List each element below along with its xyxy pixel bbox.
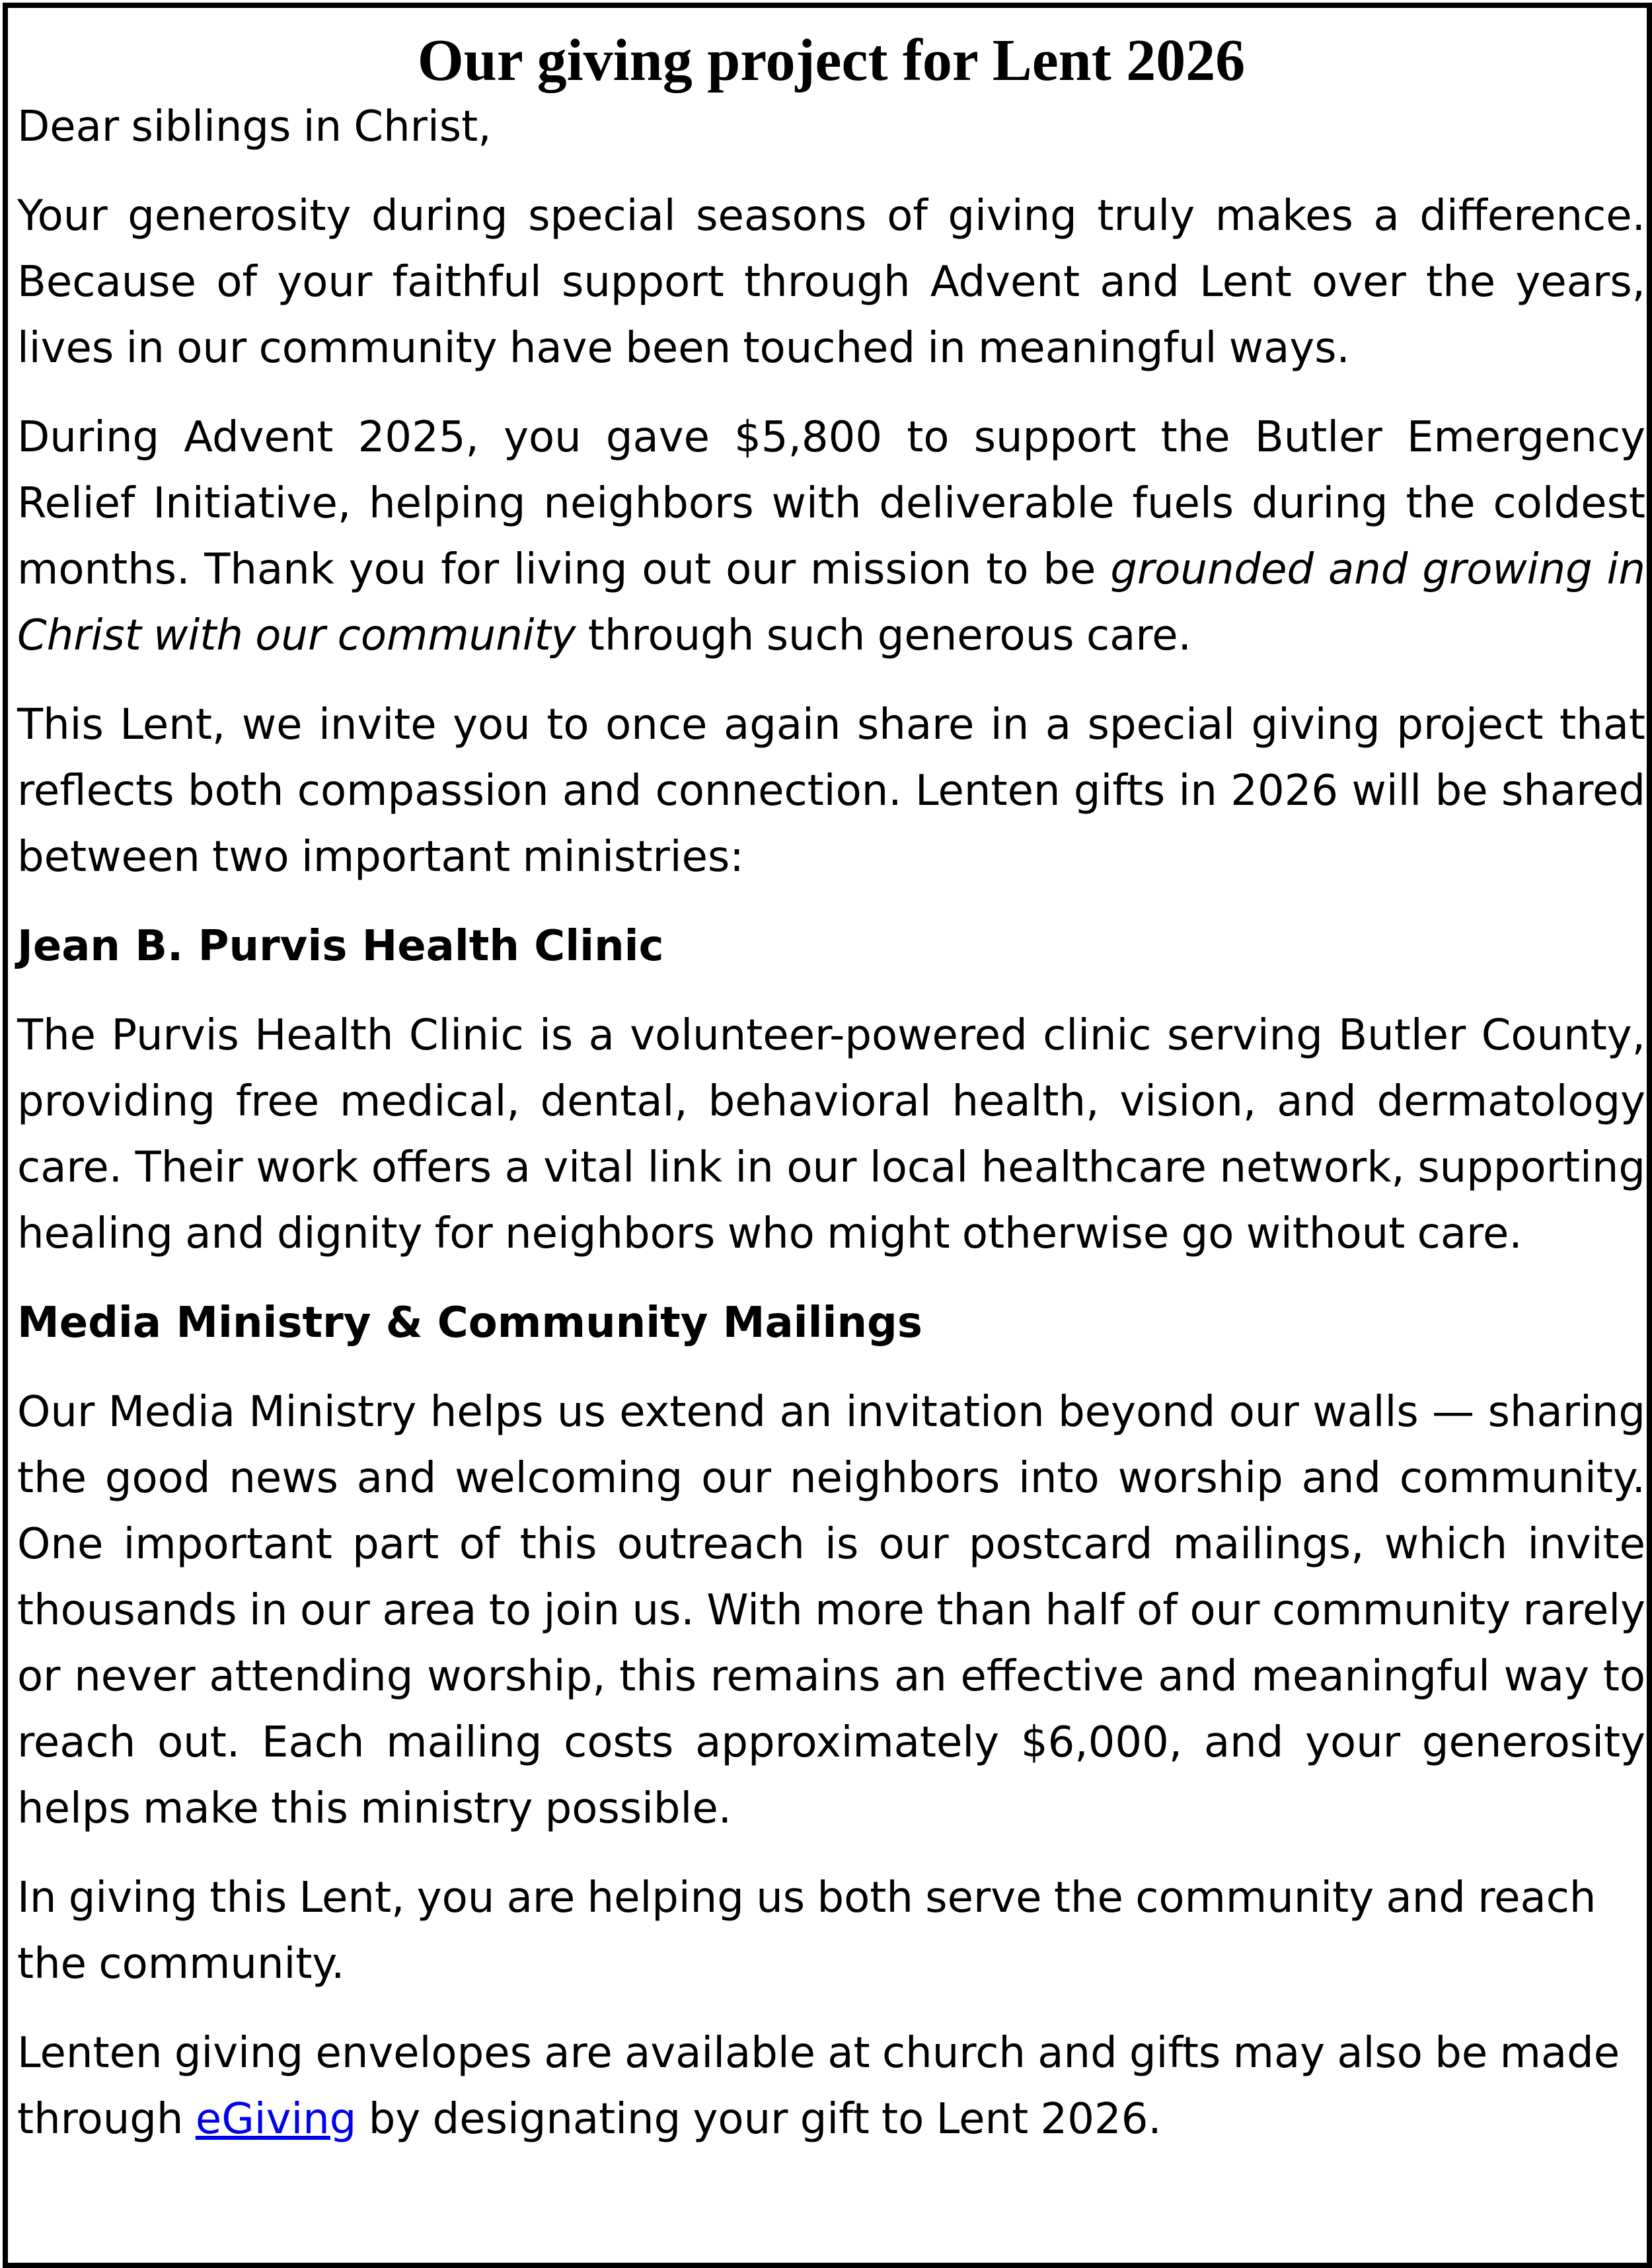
paragraph-media: Our Media Ministry helps us extend an invitation beyond our walls — sharing the good news and welcoming our neighbors into worship and community. One important part of this outreach is our postcard mailings, which invite thousands in our area to join us. With more than half of our community rarely or never attending worship, this remains an effective and meaningful way to reach out. Each mailing costs approximately $6,000, and your generosity helps make this ministry possible.: [17, 1388, 1645, 1833]
paragraph-lent-invite: This Lent, we invite you to once again share in a special giving project that reflects both compassion and connection. Lenten gifts in 2026 will be shared between two important ministries:: [17, 700, 1645, 882]
paragraph-advent: [17, 404, 1645, 669]
mission-statement: grounded and growing in Christ with our community: [17, 545, 1646, 660]
document-content: [17, 8, 1645, 2152]
egiving-link[interactable]: eGiving: [195, 2095, 357, 2144]
ministry-heading-clinic: Jean B. Purvis Health Clinic: [17, 922, 664, 971]
advent-text: During Advent 2025, you gave $5,800 to support the Butler Emergency Relief Initiative, helping neighbors with deliverable fuels during the coldest months. Thank you for living out our mission to be: [17, 413, 1645, 594]
paragraph-clinic: The Purvis Health Clinic is a volunteer-powered clinic serving Butler County, providing free medical, dental, behavioral health, vision, and dermatology care. Their work offers a vital link in our local healthcare network, supporting healing and dignity for neighbors who might otherwise go without care.: [17, 1011, 1645, 1258]
envelopes-line: Lenten giving envelopes are available at church and gifts may also be made: [17, 2029, 1620, 2078]
document-frame: [3, 3, 1652, 2268]
envelopes-before-link: through: [17, 2095, 196, 2144]
ministry-heading-media: Media Ministry & Community Mailings: [17, 1299, 922, 1347]
envelopes-after-link: by designating your gift to Lent 2026.: [356, 2095, 1162, 2144]
advent-text-end: through such generous care.: [576, 611, 1191, 660]
paragraph-envelopes: [17, 2020, 1645, 2152]
paragraph-closing: In giving this Lent, you are helping us both serve the community and reach the community.: [17, 1873, 1596, 1988]
page-title: Our giving project for Lent 2026: [417, 28, 1246, 93]
paragraph-generosity: Your generosity during special seasons of giving truly makes a difference. Because of your faithful support through Advent and Lent over the years, lives in our community have been touched in meaningful ways.: [17, 192, 1645, 373]
greeting: Dear siblings in Christ,: [17, 102, 492, 151]
